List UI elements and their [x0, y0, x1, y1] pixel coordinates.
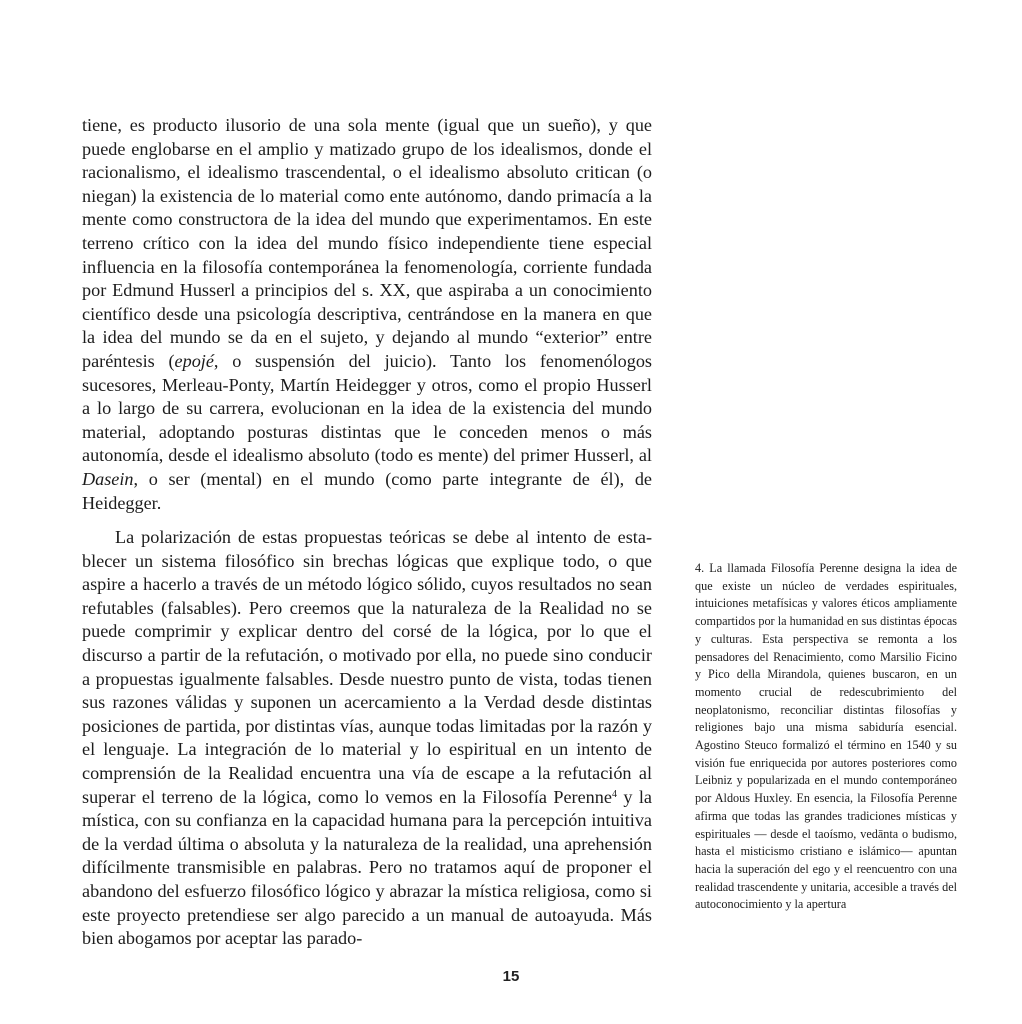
paragraph-1-text-c: , o ser (mental) en el mundo (como parte integrante de él), de Heidegger.	[82, 468, 652, 513]
paragraph-1-text-b: , o suspensión del juicio). Tanto los fenomenólogos sucesores, Merleau-Ponty, Martín Heidegger y otros, como el propio Husserl a lo largo de su carrera, evolucionan en la idea de la existencia del mundo material, adoptando posturas distintas que le conceden menos o más autonomía, desde el idealismo absoluto (todo es mente) del primer Husserl, al	[82, 350, 652, 466]
paragraph-1	[82, 114, 652, 515]
italic-term-epoje: epojé	[174, 350, 214, 371]
paragraph-1-text-a: tiene, es producto ilusorio de una sola mente (igual que un sueño), y que puede englobarse en el amplio y matizado grupo de los idealismos, donde el racionalismo, el idealismo trascendental, o el idealismo absoluto critican (o niegan) la existencia de lo material como ente autónomo, dando primacía a la mente como constructora de la idea del mundo que experimentamos. En este terreno crítico con la idea del mundo físico independiente tiene especial influencia en la filosofía contemporánea la fenomenología, corriente fundada por Edmund Husserl a principios del s. XX, que aspiraba a un conocimiento científico desde una psicología descriptiva, centrándose en la manera en que la idea del mundo se da en el sujeto, y dejando al mundo “exterior” entre paréntesis (	[82, 115, 652, 371]
footnote-reference-4[interactable]: 4	[611, 788, 617, 800]
footnote-4: 4. La llamada Filosofía Perenne designa la idea de que existe un núcleo de verdades espirituales, intuiciones metafísicas y valores éticos ampliamente compartidos por la humanidad en sus distintas épocas y culturas. Esta perspectiva se remonta a los pensadores del Renacimiento, como Marsilio Ficino y Pico della Mirandola, quienes buscaron, en un momento crucial de redescubrimiento del neoplatonismo, reconciliar distintas filosofías y religiones bajo una misma sabiduría esencial. Agostino Steuco formalizó el término en 1540 y su visión fue enriquecida por autores posteriores como Leibniz y popularizada en el mundo contemporáneo por Aldous Huxley. En esencia, la Filosofía Perenne afirma que todas las grandes tradiciones místicas y espirituales — desde el taoísmo, vedānta o budismo, hasta el misticismo cristiano e islámico— apuntan hacia la superación del ego y el reencuentro con una realidad trascendente y unitaria, accesible a través del autoconocimiento y la apertura	[695, 561, 957, 912]
page-number: 15	[502, 968, 520, 985]
paragraph-2-text-a: La polarización de estas propuestas teóricas se debe al intento de establecer un sistema filosófico sin brechas lógicas que explique todo, o que aspire a hacerlo a través de un método lógico sólido, cuyos resultados no sean refutables (falsables). Pero creemos que la naturaleza de la Realidad no se puede comprimir y explicar dentro del corsé de la lógica, por lo que el discurso a partir de la refutación, o motivado por ella, no puede sino conducir a propuestas igualmente falsables. Desde nuestro punto de vista, todas tienen sus razones válidas y suponen un acercamiento a la Verdad desde distintas posiciones de partida, por distintas vías, aunque todas limitadas por la razón y el lenguaje. La integración de lo material y lo espiritual en un intento de comprensión de la Realidad encuentra una vía de escape a la refutación al superar el terreno de la lógica, como lo vemos en la Filosofía Perenne	[82, 527, 652, 807]
paragraph-2-text-b: y la mística, con su confianza en la capacidad humana para la percepción intuitiva de la verdad última o absoluta y la naturaleza de la realidad, una aprehensión difícilmente transmisible en palabras. Pero no tratamos aquí de proponer el abandono del esfuerzo filosófico lógico y abrazar la mística religiosa, como si este proyecto pretendiese ser algo parecido a un manual de autoayuda. Más bien abogamos por aceptar las parado-	[82, 786, 652, 949]
italic-term-dasein: Dasein	[82, 468, 134, 489]
main-text-column	[82, 114, 652, 951]
footnote-column	[695, 560, 957, 914]
paragraph-2	[82, 526, 652, 951]
